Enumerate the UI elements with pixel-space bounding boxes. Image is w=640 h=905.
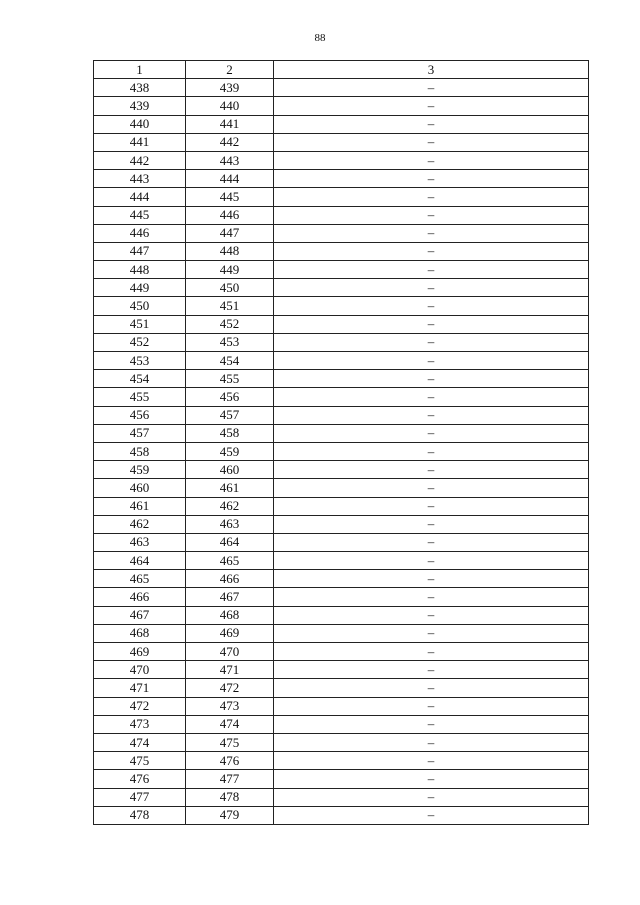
table-cell-col-1: 463 bbox=[94, 533, 186, 551]
table-row bbox=[94, 442, 589, 460]
table-cell-col-2: 471 bbox=[186, 661, 274, 679]
table-row bbox=[94, 770, 589, 788]
table-row bbox=[94, 206, 589, 224]
table-cell-col-2: 456 bbox=[186, 388, 274, 406]
table-cell-col-1: 442 bbox=[94, 151, 186, 169]
table-cell-col-2: 477 bbox=[186, 770, 274, 788]
table-cell-col-2: 443 bbox=[186, 151, 274, 169]
table-cell-col-1: 470 bbox=[94, 661, 186, 679]
table-cell-col-1: 475 bbox=[94, 752, 186, 770]
table-cell-col-1: 467 bbox=[94, 606, 186, 624]
table-row bbox=[94, 388, 589, 406]
table-cell-col-1: 445 bbox=[94, 206, 186, 224]
table-row bbox=[94, 461, 589, 479]
table-cell-col-1: 459 bbox=[94, 461, 186, 479]
table-cell-col-1: 452 bbox=[94, 333, 186, 351]
table-cell-col-1: 450 bbox=[94, 297, 186, 315]
table-row bbox=[94, 188, 589, 206]
table-cell-col-2: 470 bbox=[186, 643, 274, 661]
table-cell-col-1: 468 bbox=[94, 624, 186, 642]
table-cell-col-2: 475 bbox=[186, 733, 274, 751]
table-row bbox=[94, 170, 589, 188]
table-cell-col-3: – bbox=[274, 170, 589, 188]
table-row bbox=[94, 806, 589, 824]
column-header-2: 2 bbox=[186, 61, 274, 79]
table-cell-col-3: – bbox=[274, 643, 589, 661]
table-row bbox=[94, 497, 589, 515]
table-cell-col-3: – bbox=[274, 788, 589, 806]
table-cell-col-3: – bbox=[274, 661, 589, 679]
table-cell-col-2: 463 bbox=[186, 515, 274, 533]
table-cell-col-3: – bbox=[274, 315, 589, 333]
table-row bbox=[94, 733, 589, 751]
table-cell-col-1: 447 bbox=[94, 242, 186, 260]
table-cell-col-1: 460 bbox=[94, 479, 186, 497]
table-cell-col-1: 465 bbox=[94, 570, 186, 588]
table-cell-col-1: 448 bbox=[94, 261, 186, 279]
table-cell-col-1: 454 bbox=[94, 370, 186, 388]
table-cell-col-2: 453 bbox=[186, 333, 274, 351]
table-cell-col-3: – bbox=[274, 515, 589, 533]
table-cell-col-2: 476 bbox=[186, 752, 274, 770]
table-row bbox=[94, 606, 589, 624]
table-row bbox=[94, 752, 589, 770]
table-cell-col-2: 448 bbox=[186, 242, 274, 260]
table-cell-col-3: – bbox=[274, 770, 589, 788]
table-cell-col-3: – bbox=[274, 624, 589, 642]
table-cell-col-3: – bbox=[274, 806, 589, 824]
table-cell-col-2: 447 bbox=[186, 224, 274, 242]
column-header-1: 1 bbox=[94, 61, 186, 79]
table-cell-col-1: 478 bbox=[94, 806, 186, 824]
table-cell-col-3: – bbox=[274, 388, 589, 406]
table-cell-col-3: – bbox=[274, 206, 589, 224]
table-cell-col-3: – bbox=[274, 261, 589, 279]
table-cell-col-1: 471 bbox=[94, 679, 186, 697]
table-cell-col-1: 462 bbox=[94, 515, 186, 533]
table-cell-col-1: 457 bbox=[94, 424, 186, 442]
table-row bbox=[94, 515, 589, 533]
data-table bbox=[93, 60, 589, 825]
table-cell-col-2: 468 bbox=[186, 606, 274, 624]
table-cell-col-3: – bbox=[274, 224, 589, 242]
table-cell-col-2: 457 bbox=[186, 406, 274, 424]
table-cell-col-2: 479 bbox=[186, 806, 274, 824]
table-cell-col-1: 446 bbox=[94, 224, 186, 242]
table-row bbox=[94, 643, 589, 661]
table-row bbox=[94, 370, 589, 388]
table-cell-col-2: 446 bbox=[186, 206, 274, 224]
table-cell-col-2: 455 bbox=[186, 370, 274, 388]
table-cell-col-2: 439 bbox=[186, 79, 274, 97]
table-cell-col-3: – bbox=[274, 552, 589, 570]
table-row bbox=[94, 533, 589, 551]
table-cell-col-2: 472 bbox=[186, 679, 274, 697]
table-cell-col-2: 459 bbox=[186, 442, 274, 460]
table-row bbox=[94, 315, 589, 333]
table-cell-col-2: 454 bbox=[186, 352, 274, 370]
table-header bbox=[94, 61, 589, 79]
table-cell-col-3: – bbox=[274, 279, 589, 297]
page-number: 88 bbox=[314, 32, 326, 44]
table-cell-col-3: – bbox=[274, 752, 589, 770]
table-cell-col-3: – bbox=[274, 151, 589, 169]
table-row bbox=[94, 479, 589, 497]
table-cell-col-3: – bbox=[274, 188, 589, 206]
table-cell-col-1: 464 bbox=[94, 552, 186, 570]
table-cell-col-3: – bbox=[274, 715, 589, 733]
table-cell-col-2: 473 bbox=[186, 697, 274, 715]
table-row bbox=[94, 297, 589, 315]
table-cell-col-3: – bbox=[274, 370, 589, 388]
table-cell-col-2: 478 bbox=[186, 788, 274, 806]
table-cell-col-3: – bbox=[274, 97, 589, 115]
table-cell-col-1: 469 bbox=[94, 643, 186, 661]
table-cell-col-3: – bbox=[274, 115, 589, 133]
table-cell-col-3: – bbox=[274, 333, 589, 351]
table-row bbox=[94, 279, 589, 297]
table-cell-col-2: 444 bbox=[186, 170, 274, 188]
table-cell-col-2: 461 bbox=[186, 479, 274, 497]
table-cell-col-2: 467 bbox=[186, 588, 274, 606]
table-row bbox=[94, 588, 589, 606]
table-cell-col-2: 465 bbox=[186, 552, 274, 570]
table-cell-col-2: 445 bbox=[186, 188, 274, 206]
table-row bbox=[94, 242, 589, 260]
table-cell-col-3: – bbox=[274, 606, 589, 624]
table-cell-col-1: 438 bbox=[94, 79, 186, 97]
table-row bbox=[94, 624, 589, 642]
table-cell-col-1: 455 bbox=[94, 388, 186, 406]
table-row bbox=[94, 715, 589, 733]
table-cell-col-3: – bbox=[274, 533, 589, 551]
table-cell-col-2: 474 bbox=[186, 715, 274, 733]
table-cell-col-2: 441 bbox=[186, 115, 274, 133]
table-cell-col-1: 458 bbox=[94, 442, 186, 460]
table-row bbox=[94, 333, 589, 351]
table-cell-col-2: 450 bbox=[186, 279, 274, 297]
table-row bbox=[94, 115, 589, 133]
table-row bbox=[94, 788, 589, 806]
table-row bbox=[94, 261, 589, 279]
table-row bbox=[94, 570, 589, 588]
table-row bbox=[94, 661, 589, 679]
table-cell-col-3: – bbox=[274, 424, 589, 442]
table-cell-col-1: 441 bbox=[94, 133, 186, 151]
table-cell-col-3: – bbox=[274, 697, 589, 715]
table-cell-col-3: – bbox=[274, 297, 589, 315]
table-cell-col-3: – bbox=[274, 679, 589, 697]
table-cell-col-2: 440 bbox=[186, 97, 274, 115]
table-cell-col-1: 449 bbox=[94, 279, 186, 297]
table-row bbox=[94, 79, 589, 97]
table-cell-col-2: 466 bbox=[186, 570, 274, 588]
header-row bbox=[94, 61, 589, 79]
table-cell-col-3: – bbox=[274, 406, 589, 424]
table-cell-col-1: 473 bbox=[94, 715, 186, 733]
table-cell-col-3: – bbox=[274, 733, 589, 751]
table-cell-col-3: – bbox=[274, 242, 589, 260]
table-row bbox=[94, 679, 589, 697]
table-cell-col-1: 453 bbox=[94, 352, 186, 370]
table-cell-col-2: 464 bbox=[186, 533, 274, 551]
table-cell-col-2: 462 bbox=[186, 497, 274, 515]
table-cell-col-2: 452 bbox=[186, 315, 274, 333]
table-cell-col-1: 439 bbox=[94, 97, 186, 115]
table-cell-col-3: – bbox=[274, 588, 589, 606]
table-row bbox=[94, 97, 589, 115]
table-row bbox=[94, 697, 589, 715]
table-cell-col-2: 451 bbox=[186, 297, 274, 315]
table-body bbox=[94, 79, 589, 825]
table-cell-col-1: 477 bbox=[94, 788, 186, 806]
table-cell-col-2: 469 bbox=[186, 624, 274, 642]
table-cell-col-2: 458 bbox=[186, 424, 274, 442]
table-cell-col-1: 451 bbox=[94, 315, 186, 333]
table-cell-col-1: 440 bbox=[94, 115, 186, 133]
table-row bbox=[94, 133, 589, 151]
table-cell-col-3: – bbox=[274, 479, 589, 497]
table-row bbox=[94, 352, 589, 370]
column-header-3: 3 bbox=[274, 61, 589, 79]
table-cell-col-3: – bbox=[274, 79, 589, 97]
table-cell-col-1: 476 bbox=[94, 770, 186, 788]
table-row bbox=[94, 224, 589, 242]
table-cell-col-1: 466 bbox=[94, 588, 186, 606]
table-row bbox=[94, 406, 589, 424]
table-cell-col-2: 449 bbox=[186, 261, 274, 279]
table-cell-col-2: 442 bbox=[186, 133, 274, 151]
table-cell-col-3: – bbox=[274, 352, 589, 370]
table-cell-col-1: 444 bbox=[94, 188, 186, 206]
table-cell-col-3: – bbox=[274, 461, 589, 479]
table-cell-col-3: – bbox=[274, 570, 589, 588]
table-cell-col-3: – bbox=[274, 133, 589, 151]
table-cell-col-1: 472 bbox=[94, 697, 186, 715]
table-cell-col-3: – bbox=[274, 442, 589, 460]
table-cell-col-3: – bbox=[274, 497, 589, 515]
table-row bbox=[94, 552, 589, 570]
table-cell-col-1: 456 bbox=[94, 406, 186, 424]
table-cell-col-2: 460 bbox=[186, 461, 274, 479]
table-row bbox=[94, 151, 589, 169]
table-cell-col-1: 474 bbox=[94, 733, 186, 751]
table-row bbox=[94, 424, 589, 442]
table-cell-col-1: 443 bbox=[94, 170, 186, 188]
table-cell-col-1: 461 bbox=[94, 497, 186, 515]
